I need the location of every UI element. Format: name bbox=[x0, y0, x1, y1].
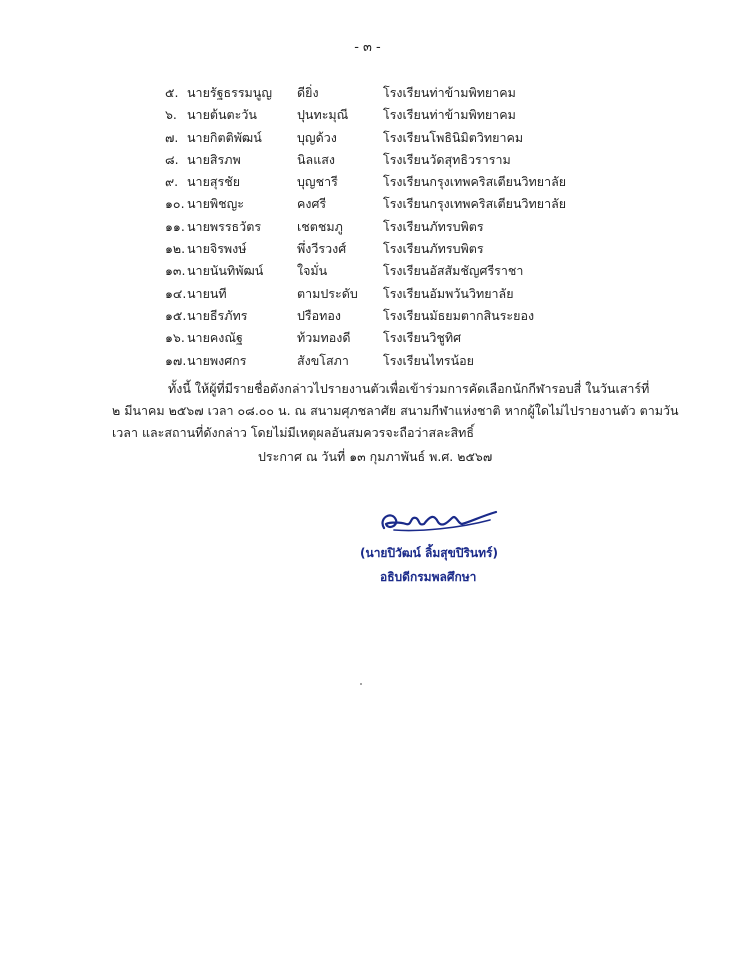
last-name: บุญชารี bbox=[297, 174, 338, 190]
list-item bbox=[165, 104, 645, 126]
announcement-date: ประกาศ ณ วันที่ ๑๓ กุมภาพันธ์ พ.ศ. ๒๕๖๗ bbox=[258, 449, 493, 464]
school-name: โรงเรียนกรุงเทพคริสเตียนวิทยาลัย bbox=[383, 196, 567, 212]
page-number: - ๓ - bbox=[354, 40, 381, 55]
signer-title: อธิบดีกรมพลศึกษา bbox=[380, 570, 477, 584]
list-item bbox=[165, 327, 645, 349]
item-number: ๑๑. bbox=[165, 218, 185, 234]
school-name: โรงเรียนภัทรบพิตร bbox=[383, 218, 484, 234]
school-name: โรงเรียนโพธินิมิตวิทยาคม bbox=[383, 129, 524, 145]
last-name: พึ่งวีรวงศ์ bbox=[297, 241, 347, 257]
last-name: นิลแสง bbox=[297, 151, 335, 167]
item-number: ๑๒. bbox=[165, 241, 186, 257]
item-number: ๑๗. bbox=[165, 352, 187, 368]
list-item bbox=[165, 149, 645, 171]
last-name: ปุนทะมุณี bbox=[297, 107, 349, 123]
first-name: นายคงณัฐ bbox=[187, 330, 243, 346]
first-name: นายพงศกร bbox=[187, 352, 247, 368]
list-item bbox=[165, 283, 645, 305]
first-name: นายสิรภพ bbox=[187, 151, 241, 167]
last-name: ใจมั่น bbox=[297, 263, 328, 279]
last-name: ท้วมทองดี bbox=[297, 330, 351, 346]
first-name: นายนที bbox=[187, 285, 227, 301]
first-name: นายกิตติพัฒน์ bbox=[187, 129, 262, 145]
school-name: โรงเรียนวิชูทิศ bbox=[383, 330, 462, 346]
first-name: นายพรรธวัตร bbox=[187, 218, 262, 234]
item-number: ๑๐. bbox=[165, 196, 185, 212]
last-name: เชตชมภู bbox=[297, 218, 343, 234]
school-name: โรงเรียนวัดสุทธิวราราม bbox=[383, 151, 511, 167]
last-name: ตามประดับ bbox=[297, 285, 358, 301]
first-name: นายนันทิพัฒน์ bbox=[187, 263, 264, 279]
first-name: นายสุรชัย bbox=[187, 174, 241, 190]
scan-speck bbox=[360, 683, 362, 685]
school-name: โรงเรียนท่าข้ามพิทยาคม bbox=[383, 85, 516, 100]
first-name: นายธีรภัทร bbox=[187, 307, 248, 323]
item-number: ๕. bbox=[165, 85, 179, 100]
paragraph-line-1: ทั้งนี้ ให้ผู้ที่มีรายชื่อดังกล่าวไปรายงานตัวเพื่อเข้าร่วมการคัดเลือกนักกีฬารอบสี่ ในวันเสาร์ที่ bbox=[168, 381, 650, 396]
list-item bbox=[165, 193, 645, 215]
paragraph-line-3: เวลา และสถานที่ดังกล่าว โดยไม่มีเหตุผลอันสมควรจะถือว่าสละสิทธิ์ bbox=[112, 425, 475, 440]
first-name: นายจิรพงษ์ bbox=[187, 241, 247, 257]
last-name: ดียิ่ง bbox=[297, 85, 319, 100]
item-number: ๑๖. bbox=[165, 330, 185, 346]
list-item bbox=[165, 127, 645, 149]
name-list bbox=[165, 82, 645, 372]
list-item bbox=[165, 171, 645, 193]
item-number: ๗. bbox=[165, 129, 179, 145]
school-name: โรงเรียนท่าข้ามพิทยาคม bbox=[383, 107, 516, 123]
item-number: ๑๓. bbox=[165, 263, 186, 279]
list-item bbox=[165, 350, 645, 372]
first-name: นายพิชญะ bbox=[187, 196, 244, 212]
item-number: ๙. bbox=[165, 174, 179, 190]
last-name: บุญด้วง bbox=[297, 129, 337, 145]
last-name: คงศรี bbox=[297, 196, 327, 212]
list-item bbox=[165, 305, 645, 327]
school-name: โรงเรียนอัสสัมชัญศรีราชา bbox=[383, 263, 524, 279]
first-name: นายต้นตะวัน bbox=[187, 107, 257, 123]
list-item bbox=[165, 260, 645, 282]
item-number: ๖. bbox=[165, 107, 177, 123]
signature-image bbox=[370, 500, 510, 540]
paragraph-line-2: ๒ มีนาคม ๒๕๖๗ เวลา ๐๘.๐๐ น. ณ สนามศุภชลาศัย สนามกีฬาแห่งชาติ หากผู้ใดไม่ไปรายงานตัว ตามวัน bbox=[112, 403, 679, 418]
item-number: ๑๔. bbox=[165, 285, 187, 301]
signer-name: (นายปิวัฒน์ ลิ้มสุขปิรินทร์) bbox=[360, 546, 498, 560]
first-name: นายรัฐธรรมนูญ bbox=[187, 85, 272, 100]
school-name: โรงเรียนภัทรบพิตร bbox=[383, 241, 484, 257]
school-name: โรงเรียนไทรน้อย bbox=[383, 352, 475, 368]
item-number: ๘. bbox=[165, 151, 179, 167]
item-number: ๑๕. bbox=[165, 307, 187, 323]
last-name: สังขโสภา bbox=[297, 352, 349, 368]
school-name: โรงเรียนอัมพวันวิทยาลัย bbox=[383, 285, 514, 301]
last-name: ปรือทอง bbox=[297, 307, 342, 323]
list-item bbox=[165, 82, 645, 104]
school-name: โรงเรียนมัธยมตากสินระยอง bbox=[383, 307, 535, 323]
list-item bbox=[165, 238, 645, 260]
school-name: โรงเรียนกรุงเทพคริสเตียนวิทยาลัย bbox=[383, 174, 567, 190]
list-item bbox=[165, 216, 645, 238]
